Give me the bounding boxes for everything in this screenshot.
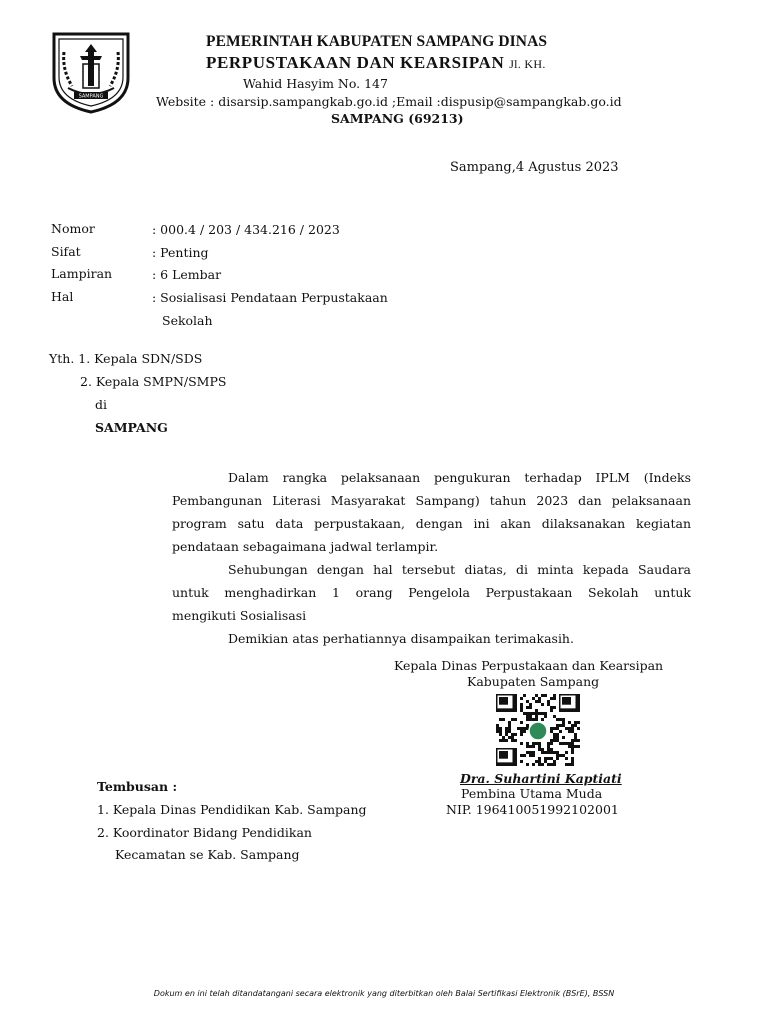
meta-value-nomor: : 000.4 / 203 / 434.216 / 2023 [152,222,340,237]
qr-module [568,742,571,745]
qr-module [571,760,574,763]
tembusan-heading: Tembusan : [97,779,178,794]
qr-module [577,721,580,724]
body-paragraph-2-line-2: untuk menghadirkan 1 orang Pengelola Perpustakaan Sekolah untuk [172,585,691,600]
qr-module [502,718,505,721]
qr-module [538,757,541,760]
signatory-nip: NIP. 196410051992102001 [446,802,619,817]
qr-module [532,754,535,757]
qr-module [541,718,544,721]
qr-module [562,724,565,727]
qr-module [499,733,502,736]
qr-module [520,727,523,730]
qr-module [553,736,556,739]
qr-module [559,724,562,727]
qr-module [532,745,535,748]
qr-module [559,730,562,733]
qr-module [550,706,553,709]
qr-module [502,736,505,739]
qr-module [529,703,532,706]
qr-module [556,739,559,742]
qr-module [553,694,556,697]
signature-title-1: Kepala Dinas Perpustakaan dan Kearsipan [394,658,664,673]
qr-module [508,730,511,733]
letterhead-line-1: PEMERINTAH KABUPATEN SAMPANG DINAS [206,33,548,50]
qr-module [508,724,511,727]
letterhead-website-email: Website : disarsip.sampangkab.go.id ;Email :dispusip@sampangkab.go.id [156,94,622,109]
qr-module [499,727,502,730]
qr-module [511,733,514,736]
qr-module [532,718,535,721]
qr-center-emblem [529,722,547,740]
qr-module [532,712,535,715]
body-paragraph-1 [172,466,691,558]
qr-module [496,730,499,733]
qr-module [550,709,553,712]
qr-finder-pattern [559,694,580,712]
qr-module [523,712,526,715]
qr-module [529,754,532,757]
qr-module [505,739,508,742]
qr-module [565,763,568,766]
body-paragraph-3 [172,627,691,650]
qr-module [562,736,565,739]
meta-label-lampiran: Lampiran [51,266,113,281]
qr-module [529,706,532,709]
qr-module [520,703,523,706]
qr-module [550,739,553,742]
tembusan-item-1: 1. Kepala Dinas Pendidikan Kab. Sampang [97,802,367,817]
qr-module [538,697,541,700]
meta-label-sifat: Sifat [51,244,81,259]
qr-module [550,751,553,754]
qr-module [541,694,544,697]
qr-module [559,742,562,745]
letterhead-address: Wahid Hasyim No. 147 [243,76,388,91]
body-paragraph-2 [172,558,691,627]
qr-module [556,727,559,730]
qr-module [526,751,529,754]
qr-finder-pattern [496,748,517,766]
qr-module [508,736,511,739]
qr-module [535,718,538,721]
tembusan-item-2-continued: Kecamatan se Kab. Sampang [115,847,300,862]
qr-module [574,721,577,724]
qr-module [571,748,574,751]
esignature-footer-note: Dokum en ini telah ditandatangani secara elektronik yang diterbitkan oleh Balai Sertifikasi Elektronik (BSrE), BSSN [153,989,615,998]
government-seal-logo [50,30,132,114]
qr-module [568,745,571,748]
qr-module [544,715,547,718]
qr-module [556,733,559,736]
qr-module [547,763,550,766]
qr-module [571,751,574,754]
qr-module [520,733,523,736]
qr-module [547,700,550,703]
qr-module [550,727,553,730]
qr-module [529,745,532,748]
qr-module [523,754,526,757]
qr-module [553,760,556,763]
qr-module [568,763,571,766]
qr-module [520,760,523,763]
signatory-rank: Pembina Utama Muda [461,786,603,801]
qr-module [526,763,529,766]
qr-module [514,733,517,736]
qr-module [505,730,508,733]
qr-module [556,751,559,754]
qr-module [577,745,580,748]
qr-module [517,727,520,730]
qr-module [541,712,544,715]
qr-module [502,739,505,742]
qr-module [532,742,535,745]
letterhead-line-2 [206,53,546,73]
qr-module [544,712,547,715]
qr-module [553,733,556,736]
qr-finder-pattern [496,694,517,712]
qr-module [541,748,544,751]
qr-module [508,727,511,730]
qr-module [520,742,523,745]
meta-value-hal-continued: Sekolah [162,313,213,328]
qr-module [547,745,550,748]
qr-module [577,727,580,730]
qr-module [535,715,538,718]
qr-module [544,757,547,760]
qr-module [556,736,559,739]
qr-module [571,724,574,727]
qr-module [553,715,556,718]
qr-module [547,703,550,706]
qr-module [553,763,556,766]
qr-module [538,745,541,748]
qr-module [538,748,541,751]
qr-module [535,709,538,712]
qr-module [541,703,544,706]
qr-module [511,739,514,742]
qr-module [544,694,547,697]
addressee-place: SAMPANG [95,420,168,435]
letterhead-agency-name: PERPUSTAKAAN DAN KEARSIPAN [206,53,505,72]
qr-module [553,739,556,742]
qr-module [535,694,538,697]
body-paragraph-1-line-2: Pembangunan Literasi Masyarakat Sampang) tahun 2023 dan pelaksanaan [172,493,691,508]
qr-module [529,715,532,718]
qr-module [571,730,574,733]
qr-module [544,760,547,763]
qr-module [571,763,574,766]
qr-module [526,742,529,745]
qr-module [574,745,577,748]
qr-module [523,694,526,697]
qr-module [559,754,562,757]
qr-module [535,712,538,715]
qr-module [550,763,553,766]
qr-module [535,760,538,763]
qr-module [496,724,499,727]
qr-code-signature [496,694,580,766]
qr-module [529,751,532,754]
body-paragraph-3-line-1: Demikian atas perhatiannya disampaikan terimakasih. [228,631,574,646]
qr-module [529,712,532,715]
qr-module [526,745,529,748]
qr-module [532,751,535,754]
qr-module [538,700,541,703]
qr-module [523,727,526,730]
qr-module [499,730,502,733]
qr-module [574,739,577,742]
qr-module [574,733,577,736]
qr-module [520,730,523,733]
qr-module [529,718,532,721]
qr-module [514,739,517,742]
qr-module [547,748,550,751]
qr-module [556,718,559,721]
qr-module [550,730,553,733]
qr-module [556,754,559,757]
qr-module [553,751,556,754]
qr-module [553,697,556,700]
qr-module [574,724,577,727]
meta-value-sifat: : Penting [152,245,209,260]
qr-module [565,751,568,754]
qr-module [562,718,565,721]
meta-value-lampiran: : 6 Lembar [152,267,222,282]
body-paragraph-1-line-3: program satu data perpustakaan, dengan ini akan dilaksanakan kegiatan [172,516,691,531]
qr-module [547,757,550,760]
qr-module [571,745,574,748]
tembusan-item-2: 2. Koordinator Bidang Pendidikan [97,825,312,840]
body-paragraph-1-line-1: Dalam rangka pelaksanaan pengukuran terhadap IPLM (Indeks [228,470,691,485]
qr-module [526,712,529,715]
qr-module [511,718,514,721]
signatory-name: Dra. Suhartini Kaptiati [460,771,622,786]
qr-module [550,757,553,760]
qr-module [565,727,568,730]
qr-module [565,757,568,760]
qr-module [520,697,523,700]
qr-module [505,733,508,736]
meta-label-nomor: Nomor [51,221,95,236]
qr-module [538,712,541,715]
qr-module [532,763,535,766]
qr-module [559,718,562,721]
qr-module [568,721,571,724]
qr-module [520,754,523,757]
qr-module [553,727,556,730]
body-paragraph-2-line-3: mengikuti Sosialisasi [172,608,307,623]
letterhead-city: SAMPANG (69213) [331,111,464,126]
qr-module [562,742,565,745]
body-paragraph-1-line-4: pendataan sebagaimana jadwal terlampir. [172,539,439,554]
letterhead-street-prefix: Jl. KH. [509,57,546,71]
qr-module [574,736,577,739]
svg-text:SAMPANG: SAMPANG [78,93,104,100]
qr-module [496,727,499,730]
qr-module [550,742,553,745]
qr-module [514,718,517,721]
qr-module [562,721,565,724]
body-paragraph-2-line-1: Sehubungan dengan hal tersebut diatas, di minta kepada Saudara [228,562,691,577]
qr-module [553,706,556,709]
qr-module [538,742,541,745]
qr-module [538,760,541,763]
qr-module [571,727,574,730]
qr-module [568,730,571,733]
addressee-line-2: 2. Kepala SMPN/SMPS [80,374,227,389]
qr-module [526,715,529,718]
qr-module [535,700,538,703]
qr-module [508,721,511,724]
qr-module [541,763,544,766]
qr-module [565,742,568,745]
qr-module [505,727,508,730]
signature-title-2: Kabupaten Sampang [467,674,600,689]
qr-module [499,739,502,742]
qr-module [526,724,529,727]
qr-module [568,727,571,730]
letter-date: Sampang,4 Agustus 2023 [450,160,619,175]
qr-module [511,736,514,739]
qr-module [541,751,544,754]
qr-module [556,724,559,727]
addressee-di: di [95,397,107,412]
qr-module [532,697,535,700]
qr-module [571,742,574,745]
qr-module [550,748,553,751]
qr-module [526,718,529,721]
qr-module [571,739,574,742]
qr-module [526,700,529,703]
qr-module [535,742,538,745]
qr-module [538,763,541,766]
qr-module [520,709,523,712]
qr-module [523,730,526,733]
meta-value-hal: : Sosialisasi Pendataan Perpustakaan [152,290,388,305]
qr-module [520,706,523,709]
qr-module [556,757,559,760]
qr-module [550,697,553,700]
qr-module [577,739,580,742]
addressee-line-1: Yth. 1. Kepala SDN/SDS [49,351,203,366]
qr-module [562,754,565,757]
qr-module [547,742,550,745]
qr-module [499,718,502,721]
qr-module [526,706,529,709]
meta-label-hal: Hal [51,289,74,304]
qr-module [547,751,550,754]
qr-module [544,751,547,754]
qr-module [520,721,523,724]
qr-module [571,757,574,760]
